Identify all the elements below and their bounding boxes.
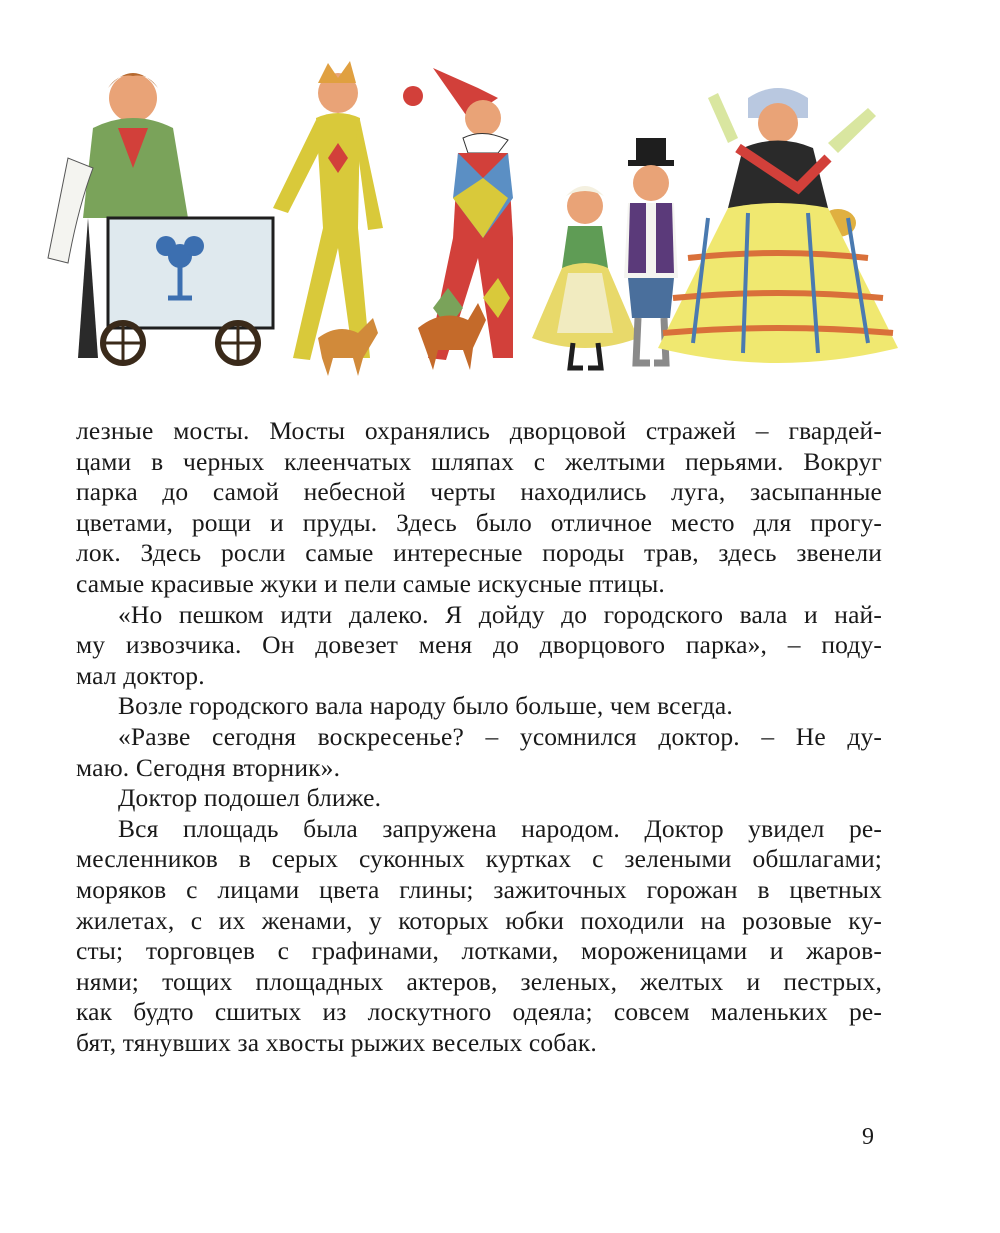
text-line: маю. Сегодня вторник». xyxy=(76,752,341,782)
street-figures-illustration xyxy=(38,58,908,378)
paragraph xyxy=(76,691,882,722)
paragraph xyxy=(76,416,882,600)
text-line: лок. Здесь росли самые интересные породы трав, здесь звенели xyxy=(76,538,882,568)
text-line: му извозчика. Он довезет меня до дворцового парка», – поду- xyxy=(76,630,882,660)
paragraph xyxy=(76,814,882,1059)
text-line: мал доктор. xyxy=(76,660,205,690)
ice-cream-vendor xyxy=(48,73,273,363)
text-line: «Но пешком идти далеко. Я дойду до городского вала и най- xyxy=(118,599,882,629)
paragraph xyxy=(76,722,882,783)
text-line: самые красивые жуки и пели самые искусные птицы. xyxy=(76,568,665,598)
text-line: как будто сшитых из лоскутного одеяла; совсем маленьких ре- xyxy=(76,997,882,1027)
text-line: Возле городского вала народу было больше, чем всегда. xyxy=(118,691,733,721)
text-line: бят, тянувших за хвосты рыжих веселых собак. xyxy=(76,1027,597,1057)
text-line: нями; тощих площадных актеров, зеленых, желтых и пестрых, xyxy=(76,966,882,996)
text-line: цветами, рощи и пруды. Здесь было отличное место для прогу- xyxy=(76,507,882,537)
yellow-acrobat xyxy=(273,61,383,360)
girl-in-apron xyxy=(532,186,638,368)
woman-in-bonnet xyxy=(658,88,898,363)
text-line: жилетах, с их женами, у которых юбки походили на розовые ку- xyxy=(76,905,882,935)
text-line: парка до самой небесной черты находились луга, засыпанные xyxy=(76,477,882,507)
text-line: лезные мосты. Мосты охранялись дворцовой стражей – гвардей- xyxy=(76,416,882,445)
body-text xyxy=(76,416,882,1058)
paragraph xyxy=(76,600,882,692)
paragraph xyxy=(76,783,882,814)
text-line: месленников в серых суконных куртках с зелеными обшлагами; xyxy=(76,844,882,874)
text-line: сты; торговцев с графинами, лотками, мороженицами и жаров- xyxy=(76,936,882,966)
page-number: 9 xyxy=(862,1124,874,1150)
small-dog xyxy=(318,318,378,376)
text-line: Вся площадь была запружена народом. Доктор увидел ре- xyxy=(118,813,882,843)
harlequin-jester xyxy=(403,68,513,360)
text-line: Доктор подошел ближе. xyxy=(118,783,382,813)
text-line: «Разве сегодня воскресенье? – усомнился доктор. – Не ду- xyxy=(118,721,882,751)
text-line: цами в черных клеенчатых шляпах с желтыми перьями. Вокруг xyxy=(76,446,882,476)
text-line: моряков с лицами цвета глины; зажиточных горожан в цветных xyxy=(76,874,882,904)
